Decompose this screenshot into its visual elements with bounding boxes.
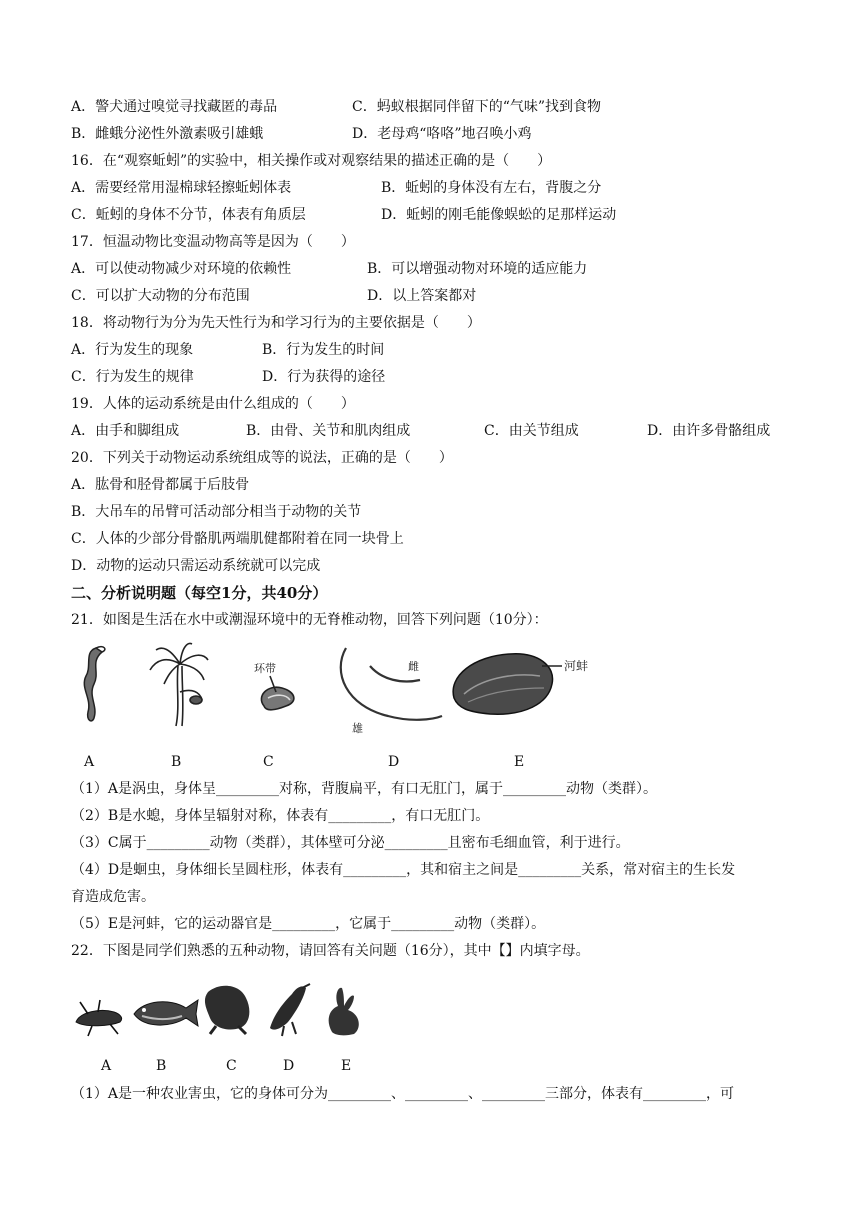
q17-option-d: D．以上答案都对 [367, 288, 477, 304]
q21-part4-line2: 育造成危害。 [71, 889, 155, 905]
q18-option-b: B．行为发生的时间 [262, 342, 385, 358]
q22-stem: 22．下图是同学们熟悉的五种动物，请回答有关问题（16分），其中【】内填字母。 [71, 943, 590, 959]
q19-option-d: D．由许多骨骼组成 [647, 423, 771, 439]
q15-option-d: D．老母鸡“咯咯”地召唤小鸡 [352, 126, 532, 142]
hydra-image [150, 644, 208, 726]
q19-stem: 19．人体的运动系统是由什么组成的（ ） [71, 396, 355, 412]
fig2-label-b: B [156, 1058, 167, 1074]
q17-option-b: B．可以增强动物对环境的适应能力 [367, 261, 588, 277]
q18-option-d: D．行为获得的途径 [262, 369, 386, 385]
q19-option-a: A．由手和脚组成 [71, 423, 180, 439]
fig1-label-a: A [84, 754, 95, 770]
q20-option-d: D．动物的运动只需运动系统就可以完成 [71, 558, 321, 574]
fig2-label-e: E [341, 1058, 352, 1074]
clam-image [453, 654, 562, 714]
q15-option-b: B．雌蛾分泌性外激素吸引雄蛾 [71, 126, 264, 142]
section-title: 二、分析说明题（每空1分，共40分） [71, 584, 328, 602]
q17-stem: 17．恒温动物比变温动物高等是因为（ ） [71, 234, 355, 250]
flatworm-image [84, 647, 105, 721]
q17-option-a: A．可以使动物减少对环境的依赖性 [71, 261, 292, 277]
rabbit-image [329, 988, 359, 1036]
q19-option-b: B．由骨、关节和肌肉组成 [246, 423, 411, 439]
fig1-label-e: E [514, 754, 525, 770]
fig1-label-c: C [263, 754, 274, 770]
earthworm-ring-label: 环带 [254, 662, 276, 675]
q20-option-c: C．人体的少部分骨骼肌两端肌健都附着在同一块骨上 [71, 531, 404, 547]
q20-option-a: A．肱骨和胫骨都属于后肢骨 [71, 477, 250, 493]
roundworm-female-label: 雌 [408, 660, 419, 673]
fig2-label-d: D [283, 1058, 295, 1074]
grasshopper-image [76, 1000, 122, 1036]
bird-image [270, 984, 310, 1036]
q16-stem: 16．在“观察蚯蚓”的实验中，相关操作或对观察结果的描述正确的是（ ） [71, 153, 552, 169]
q21-part5: （5）E是河蚌，它的运动器官是_________，它属于_________动物（类群）。 [71, 916, 546, 932]
q15-option-c: C．蚂蚁根据同伴留下的“气味”找到食物 [352, 99, 602, 115]
q21-part1: （1）A是涡虫，身体呈_________对称，背腹扁平，有口无肛门，属于_________动物（类群）。 [71, 781, 658, 797]
q20-option-b: B．大吊车的吊臂可活动部分相当于动物的关节 [71, 504, 362, 520]
fig1-label-d: D [388, 754, 400, 770]
clam-name-label: 河蚌 [564, 659, 589, 673]
q21-stem: 21．如图是生活在水中或潮湿环境中的无脊椎动物，回答下列问题（10分）： [71, 612, 548, 628]
q17-option-c: C．可以扩大动物的分布范围 [71, 288, 250, 304]
q20-stem: 20．下列关于动物运动系统组成等的说法，正确的是（ ） [71, 450, 453, 466]
q19-option-c: C．由关节组成 [484, 423, 579, 439]
q21-part4-line1: （4）D是蛔虫，身体细长呈圆柱形，体表有_________，其和宿主之间是_________关系，常对宿主的生长发 [71, 862, 736, 878]
q15-option-a: A．警犬通过嗅觉寻找藏匿的毒品 [71, 99, 278, 115]
animals-figure [70, 978, 370, 1040]
q21-part2: （2）B是水螅，身体呈辐射对称，体表有_________，有口无肛门。 [71, 808, 490, 824]
q16-option-c: C．蚯蚓的身体不分节，体表有角质层 [71, 207, 306, 223]
q18-stem: 18．将动物行为分为先天性行为和学习行为的主要依据是（ ） [71, 315, 481, 331]
q16-option-a: A．需要经常用湿棉球轻擦蚯蚓体表 [71, 180, 292, 196]
invertebrates-figure [70, 636, 610, 734]
q16-option-b: B．蚯蚓的身体没有左右，背腹之分 [381, 180, 602, 196]
q18-option-c: C．行为发生的规律 [71, 369, 194, 385]
q22-part1: （1）A是一种农业害虫，它的身体可分为_________、_________、_________三部分，体表有_________，可 [71, 1086, 735, 1102]
earthworm-image [261, 676, 293, 710]
fish-image [134, 1000, 198, 1026]
roundworm-image [341, 648, 442, 720]
q21-part3: （3）C属于_________动物（类群），其体壁可分泌_________且密布毛细血管，利于进行。 [71, 835, 630, 851]
q16-option-d: D．蚯蚓的刚毛能像蜈蚣的足那样运动 [381, 207, 617, 223]
frog-image [205, 986, 249, 1034]
fig1-label-b: B [171, 754, 182, 770]
fig2-label-c: C [226, 1058, 237, 1074]
roundworm-male-label: 雄 [352, 722, 363, 734]
q18-option-a: A．行为发生的现象 [71, 342, 194, 358]
fig2-label-a: A [101, 1058, 112, 1074]
